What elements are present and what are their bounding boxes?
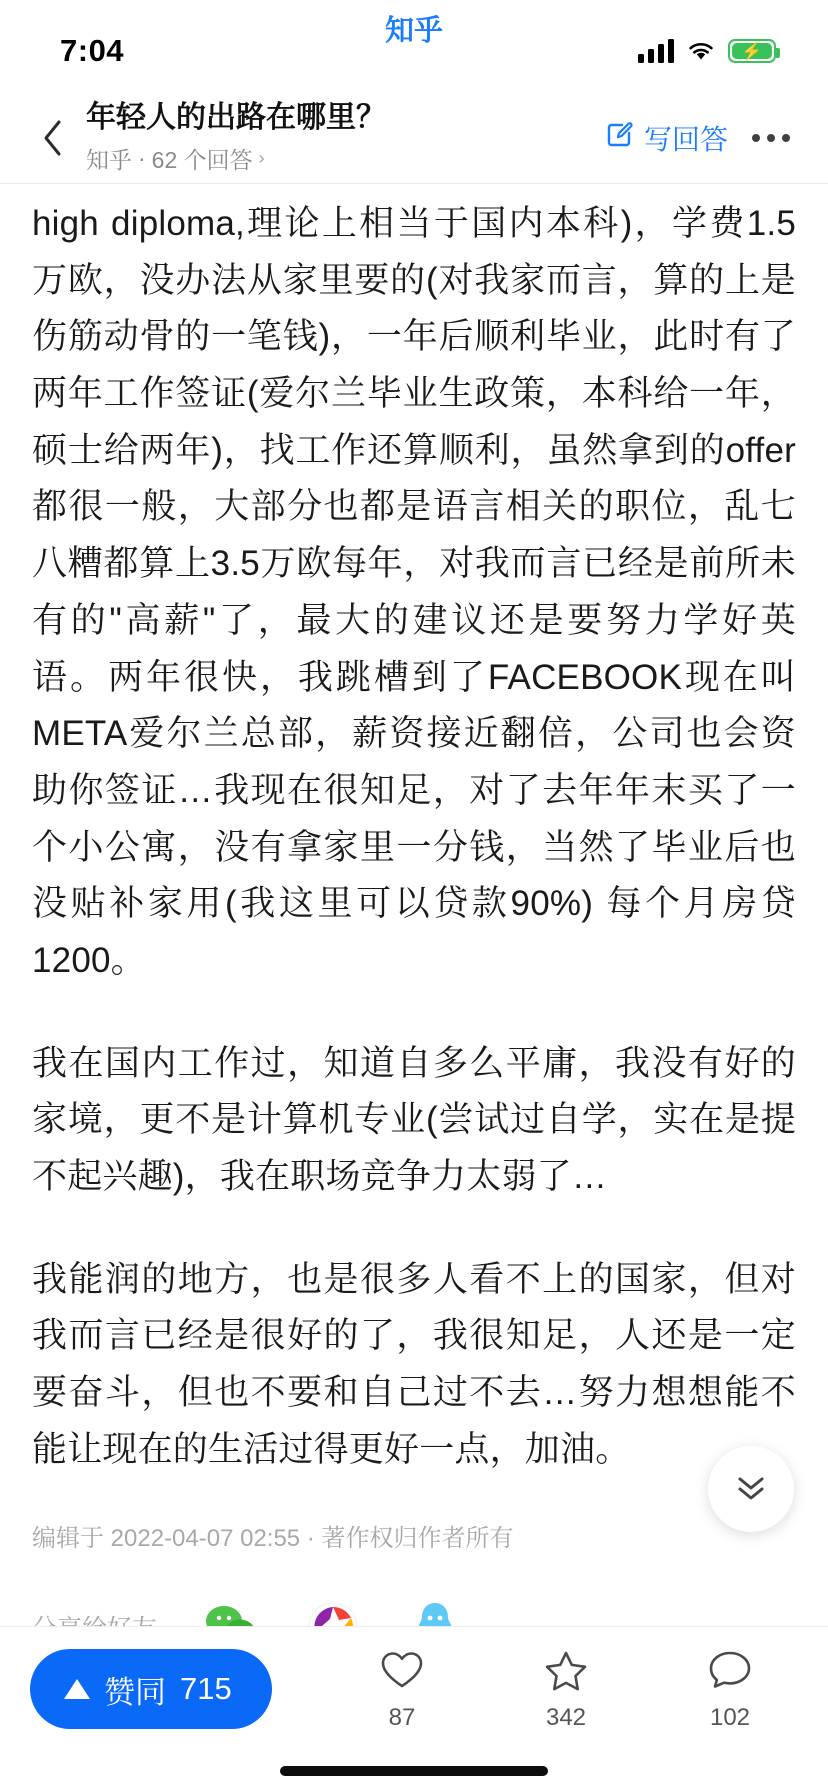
home-indicator[interactable] — [280, 1766, 548, 1776]
answer-paragraph-3: 我能润的地方，也是很多人看不上的国家，但对我而言已经是很好的了，我很知足，人还是一定要奋斗，但也不要和自己过不去…努力想想能不能让现在的生活过得更好一点，加油。 — [32, 1259, 796, 1469]
battery-charging-bolt-icon: ⚡ — [741, 41, 763, 61]
comment-count: 102 — [709, 1704, 751, 1731]
page-title: 年轻人的出路在哪里？ — [86, 101, 386, 134]
navigation-bar — [0, 92, 828, 184]
more-options-button[interactable] — [750, 128, 792, 148]
favorite-count: 342 — [545, 1704, 587, 1731]
comment-icon — [707, 1649, 753, 1696]
answer-content-scroll[interactable] — [0, 184, 828, 1626]
upvote-triangle-icon — [64, 1679, 90, 1699]
source-label: 知乎 — [86, 147, 132, 173]
upvote-label: 赞同 — [104, 1674, 166, 1710]
scroll-to-next-button[interactable] — [708, 1446, 794, 1532]
write-answer-button[interactable] — [605, 118, 728, 158]
nav-actions — [605, 118, 792, 158]
like-count: 87 — [388, 1704, 416, 1731]
nav-title-block[interactable] — [86, 100, 591, 175]
clipped-previous-line — [32, 184, 796, 192]
answer-paragraph-2: 我在国内工作过，知道自多么平庸，我没有好的家境，更不是计算机专业(尝试过自学，实在是提不起兴趣)，我在职场竞争力太弱了… — [32, 1043, 796, 1196]
like-button[interactable] — [348, 1649, 456, 1732]
battery-icon — [728, 39, 776, 63]
app-name-label: 知乎 — [384, 15, 443, 47]
star-icon — [543, 1649, 589, 1696]
status-bar — [0, 0, 828, 92]
answer-count-label: 62 个回答 — [151, 147, 253, 173]
write-answer-label: 写回答 — [643, 123, 728, 155]
answer-paragraph-1: high diploma,理论上相当于国内本科)，学费1.5万欧，没办法从家里要的(对我家而言，算的上是伤筋动骨的一笔钱)，一年后顺利毕业，此时有了两年工作签证(爱尔兰毕业生政策，本科给一年，硕士给两年)，找工作还算顺利，虽然拿到的offer都很一般，大部分也都是语言相关的职位，乱七八糟都算上3.5万欧每年，对我而言已经是前所未有的"高薪"了，最大的建议还是要努力学好英语。两年很快，我跳槽到了FACEBOOK现在叫META爱尔兰总部，薪资接近翻倍，公司也会资助你签证…我现在很知足，对了去年年末买了一个小公寓，没有拿家里一分钱，当然了毕业后也没贴补家用(我这里可以贷款90%) 每个月房贷1200。 — [32, 204, 796, 980]
wifi-icon — [686, 39, 716, 63]
edit-pencil-icon — [605, 119, 635, 156]
meta-separator: · — [138, 145, 146, 171]
upvote-button[interactable] — [30, 1649, 272, 1729]
heart-icon — [379, 1649, 425, 1696]
chevron-double-down-icon — [732, 1470, 770, 1509]
bottom-action-group — [348, 1649, 792, 1732]
comment-button[interactable] — [676, 1649, 784, 1732]
favorite-button[interactable] — [512, 1649, 620, 1732]
status-time: 7:04 — [60, 33, 125, 68]
upvote-count: 715 — [180, 1671, 232, 1706]
question-meta[interactable] — [86, 142, 591, 175]
edit-timestamp-label: 编辑于 2022-04-07 02:55 · 著作权归作者所有 — [32, 1525, 514, 1553]
chevron-right-icon: › — [258, 148, 265, 168]
back-button[interactable] — [30, 115, 76, 161]
